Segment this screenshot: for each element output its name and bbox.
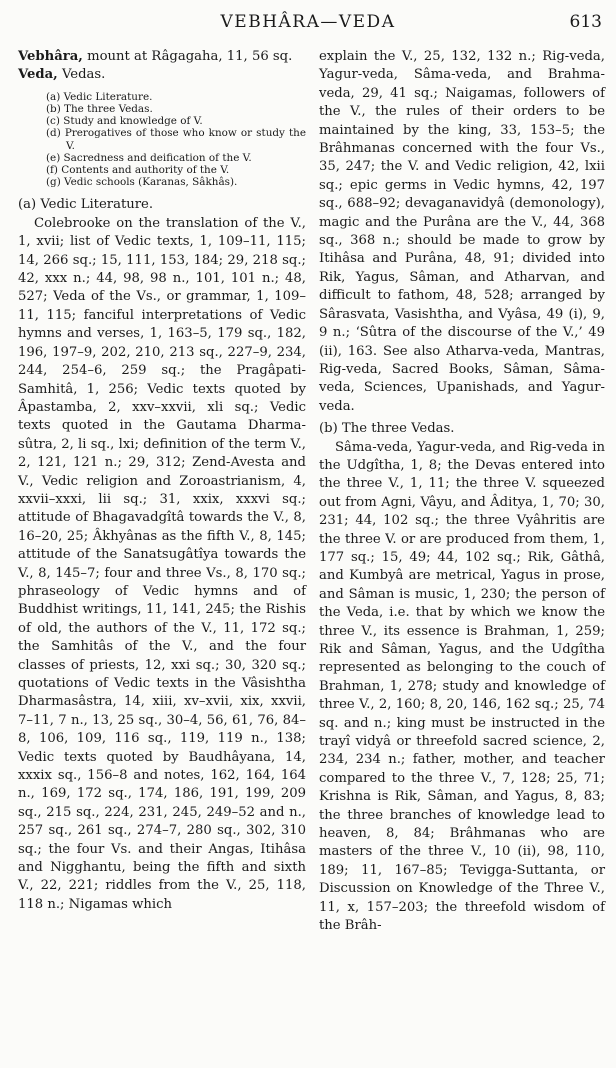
left-column (18, 48, 306, 914)
subdivision-item: (b) The three Vedas. (46, 103, 153, 116)
continued-text: explain the V., 25, 132, 132 n.; Rig-veda, Yagur-veda, Sâma-veda, and Brahma-veda, 29, 41 sq.; Naigamas, followers of the V., the rules of their orders to be maintained by the king, 33, 153–5; the Brâhmanas concerned with the four Vs., 35, 247; the V. and Vedic religion, 42, lxii sq.; epic germs in Vedic hymns, 42, 197 sq., 688–92; devaganavidyâ (demonology), magic and the Purâna are the V., 44, 368 sq., 368 n.; should be made to grow by Itihâsa and Purâna, 48, 91; divided into Rik, Yagus, Sâman, and Atharvan, and difficult to fathom, 48, 528; arranged by Sârasvata, Vasishtha, and Vyâsa, 49 (i), 9, 9 n.; ‘Sûtra of the discourse of the V.,’ 49 (ii), 163. See also Atharva-veda, Mantras, Rig-veda, Sacred Books, Sâman, Sâma-veda, Sciences, Upanishads, and Yagur-veda. (319, 49, 605, 414)
page-header (0, 10, 616, 36)
subdivision-item: (f) Contents and authority of the V. (46, 164, 230, 177)
entry-headword: Veda, (18, 67, 58, 83)
right-column (319, 48, 605, 936)
subdivision-item: (d) Prerogatives of those who know or study the V. (46, 127, 306, 152)
subdivision-item: (g) Vedic schools (Karanas, Sâkhâs). (46, 176, 238, 189)
running-head: VEBHÂRA—VEDA (220, 12, 396, 32)
page-number: 613 (569, 12, 602, 32)
subdivision-list (18, 91, 306, 189)
index-entry-veda (18, 66, 306, 84)
section-b-text: Sâma-veda, Yagur-veda, and Rig-veda in the Udgîtha, 1, 8; the Devas entered into the three V., 1, 11; the three V. squeezed out from Agni, Vâyu, and Âditya, 1, 70; 30, 231; 44, 102 sq.; the three Vyâhritis are the three V. or are produced from them, 1, 177 sq.; 15, 49; 44, 102 sq.; Rik, Gâthâ, and Kumbyâ are metrical, Yagus in prose, and Sâman is music, 1, 230; the person of the Veda, i.e. that by which we know the three V., its essence is Brahman, 1, 259; Rik and Sâman, Yagus, and the Udgîtha represented as belonging to the couch of Brahman, 1, 278; study and knowledge of three V., 2, 160; 8, 20, 146, 162 sq.; 25, 74 sq. and n.; king must be instructed in the trayî vidyâ or threefold sacred science, 2, 234, 234 n.; father, mother, and teacher compared to the three V., 7, 128; 25, 71; Krishna is Rik, Sâman, and Yagus, 8, 83; the three branches of knowledge lead to heaven, 8, 84; Brâhmanas who are masters of the three V., 10 (ii), 98, 110, 189; 11, 167–85; Tevigga-Suttanta, or Discussion on Knowledge of the Three V., 11, x, 157–203; the threefold wisdom of the Brâh- (319, 439, 605, 934)
section-heading-b: (b) The three Vedas. (319, 421, 455, 437)
entry-headword: Vebhâra, (18, 49, 83, 64)
entry-text: Vedas. (61, 67, 106, 83)
subdivision-item: (a) Vedic Literature. (46, 90, 153, 103)
subdivision-item: (c) Study and knowledge of V. (46, 115, 203, 128)
index-entry-vebhara (18, 48, 306, 66)
entry-text: mount at Râgagaha, 11, 56 sq. (87, 49, 293, 64)
section-heading-a: (a) Vedic Literature. (18, 197, 154, 213)
subdivision-item: (e) Sacredness and deification of the V. (46, 151, 252, 164)
section-a-text: Colebrooke on the translation of the V., 1, xvii; list of Vedic texts, 1, 109–11, 115; 14, 266 sq.; 15, 111, 153, 184; 29, 218 sq.; 42, xxx n.; 44, 98, 98 n., 101, 101 n.; 48, 527; Veda of the Vs., or grammar, 1, 109–11, 115; fanciful interpretations of Vedic hymns and verses, 1, 163–5, 179 sq., 182, 196, 197–9, 202, 210, 213 sq., 227–9, 234, 244, 254–6, 259 sq.; the Pragâpati-Samhitâ, 1, 256; Vedic texts quoted by Âpastamba, 2, xxv–xxvii, xli sq.; Vedic texts quoted in the Gautama Dharma-sûtra, 2, li sq., lxi; definition of the term V., 2, 121, 121 n.; 29, 312; Zend-Avesta and V., Vedic religion and Zoroastrianism, 4, xxvii–xxxi, lii sq.; 31, xxix, xxxvi sq.; attitude of Bhagavadgîtâ towards the V., 8, 16–20, 25; Âkhyânas as the fifth V., 8, 145; attitude of the Sanatsugâtîya towards the V., 8, 145–7; four and three Vs., 8, 170 sq.; phraseology of Vedic hymns and of Buddhist writings, 11, 141, 245; the Rishis of old, the authors of the V., 11, 172 sq.; the Samhitâs of the V., and the four classes of priests, 12, xxi sq.; 30, 320 sq.; quotations of Vedic texts in the Vâsishtha Dharmasâstra, 14, xiii, xv–xvii, xix, xxvii, 7–11, 7 n., 13, 25 sq., 30–4, 56, 61, 76, 84–8, 106, 109, 116 sq., 119, 119 n., 138; Vedic texts quoted by Baudhâyana, 14, xxxix sq., 156–8 and notes, 162, 164, 164 n., 169, 172 sq., 174, 186, 191, 199, 209 sq., 215 sq., 224, 231, 245, 249–52 and n., 257 sq., 261 sq., 274–7, 280 sq., 302, 310 sq.; the four Vs. and their Angas, Itihâsa and Nigghantu, being the fifth and sixth V., 22, 221; riddles from the V., 25, 118, 118 n.; Nigamas which (18, 215, 306, 912)
